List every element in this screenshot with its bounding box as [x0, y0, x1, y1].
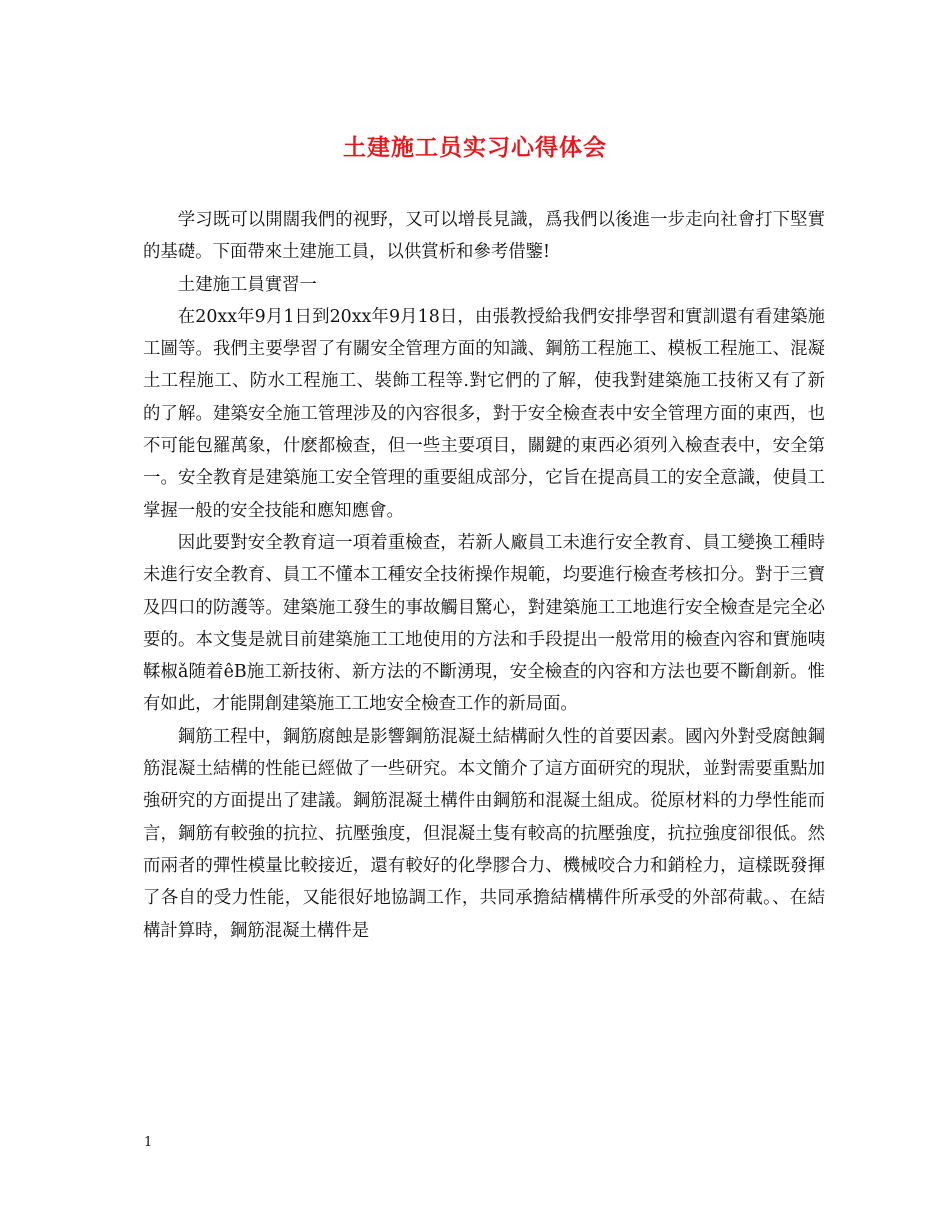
document-title: 土建施工员实习心得体会	[343, 134, 607, 161]
page-number: 1	[144, 1135, 153, 1150]
paragraph-rebar: 鋼筋工程中，鋼筋腐蝕是影響鋼筋混凝土結構耐久性的首要因素。國內外對受腐蝕鋼筋混凝土結構的性能已經做了一些研究。本文簡介了這方面研究的現狀，並對需要重點加強研究的方面提出了建議。鋼筋混凝土構件由鋼筋和混凝土組成。從原材料的力學性能而言，鋼筋有較強的抗拉、抗壓強度，但混凝土隻有較高的抗壓強度，抗拉強度卻很低。然而兩者的彈性模量比較接近，還有較好的化學膠合力、機械咬合力和銷栓力，這樣既發揮了各自的受力性能，又能很好地協調工作，共同承擔結構構件所承受的外部荷載。、在結構計算時，鋼筋混凝土構件是	[143, 726, 825, 941]
document-body	[143, 204, 825, 947]
paragraph-intro: 学习既可以開闊我們的视野，又可以增長見識，爲我們以後進一步走向社會打下堅實的基礎。下面帶來土建施工員，以供賞析和參考借鑒!	[143, 210, 825, 263]
section-heading: 土建施工員實習一	[177, 274, 317, 295]
paragraph-safety: 因此要對安全教育這一項着重檢查，若新人廠員工未進行安全教育、員工變換工種時未進行安全教育、員工不懂本工種安全技術操作規範，均要進行檢查考核扣分。對于三寶及四口的防護等。建築施工發生的事故觸目驚心，對建築施工工地進行安全檢查是完全必要的。本文隻是就目前建築施工工地使用的方法和手段提出一般常用的檢查內容和實施咦鞣椒ǎ随着êB施工新技術、新方法的不斷湧現，安全檢查的內容和方法也要不斷創新。惟有如此，才能開創建築施工工地安全檢查工作的新局面。	[143, 532, 825, 715]
paragraph-study: 在20xx年9月1日到20xx年9月18日，由張教授給我們安排學習和實訓還有看建築施工圖等。我們主要學習了有關安全管理方面的知識、鋼筋工程施工、模板工程施工、混凝土工程施工、防水工程施工、裝飾工程等.對它們的了解，使我對建築施工技術又有了新的了解。建築安全施工管理涉及的內容很多，對于安全檢查表中安全管理方面的東西，也不可能包羅萬象，什麽都檢查，但一些主要項目，關鍵的東西必須列入檢查表中，安全第一。安全教育是建築施工安全管理的重要組成部分，它旨在提高員工的安全意識，使員工掌握一般的安全技能和應知應會。	[143, 306, 825, 521]
